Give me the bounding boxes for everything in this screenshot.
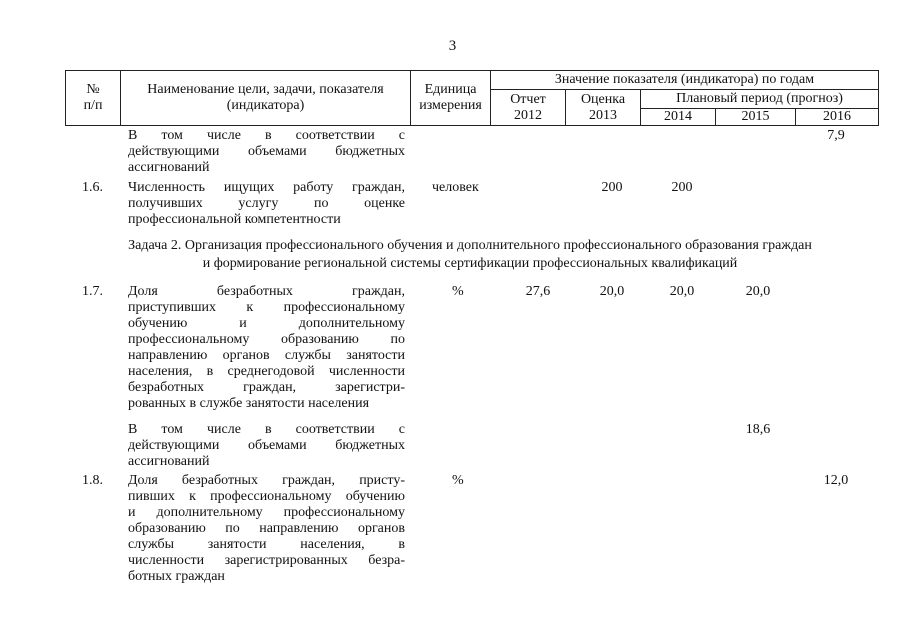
row-1-6-unit: человек — [432, 180, 479, 195]
header-values: Значение показателя (индикатора) по годам — [491, 71, 879, 90]
row-1-8-2016: 12,0 — [823, 473, 849, 488]
header-num: № п/п — [66, 71, 121, 126]
header-table — [65, 70, 879, 126]
row-1-6-number: 1.6. — [82, 180, 103, 195]
row-1-8-unit: % — [452, 473, 464, 488]
row-1-7-text: Доля безработных граждан, приступивших к профессиональному обучению и дополнительному профессиональному образованию по направлению органов службы занятости населения, в среднегодовой численности безработных граждан, зарегистри- рованных в службе занятости населения — [128, 284, 405, 411]
header-year-2014: 2014 — [641, 108, 716, 125]
row-1-6-2014: 200 — [671, 180, 693, 195]
header-name: Наименование цели, задачи, показателя (индикатора) — [121, 71, 411, 126]
header-report: Отчет 2012 — [491, 90, 566, 126]
row-1-7-number: 1.7. — [82, 284, 103, 299]
row-1-7-unit: % — [452, 284, 464, 299]
row-1-7-2012: 27,6 — [525, 284, 551, 299]
row-subtotal-2016: 7,9 — [827, 128, 845, 143]
row-1-8-number: 1.8. — [82, 473, 103, 488]
row-1-6-text: Численность ищущих работу граждан, получивших услугу по оценке профессиональной компетентности — [128, 180, 405, 227]
header-unit: Единица измерения — [411, 71, 491, 126]
header-year-2016: 2016 — [796, 108, 879, 125]
task-2-heading: Задача 2. Организация профессионального обучения и дополнительного профессионального образования граждан и формирование региональной системы сертификации профессиональных квалификаций — [128, 238, 812, 271]
row-1-7-subtotal-2015: 18,6 — [745, 422, 771, 437]
header-year-2015: 2015 — [716, 108, 796, 125]
row-1-6-2013: 200 — [601, 180, 623, 195]
row-1-7-2013: 20,0 — [599, 284, 625, 299]
row-1-8-text: Доля безработных граждан, присту- пивших к профессиональному обучению и дополнительному профессиональному образованию по направлению органов службы занятости населения, в численности зарегистрированных безра- ботных граждан — [128, 473, 405, 584]
row-1-7-2014: 20,0 — [669, 284, 695, 299]
row-1-7-subtotal-text: В том числе в соответствии с действующими объемами бюджетных ассигнований — [128, 422, 405, 469]
row-subtotal-text: В том числе в соответствии с действующими объемами бюджетных ассигнований — [128, 128, 405, 175]
page-number: 3 — [448, 38, 457, 54]
header-plan: Плановый период (прогноз) — [641, 90, 879, 108]
header-estimate: Оценка 2013 — [566, 90, 641, 126]
row-1-7-2015: 20,0 — [745, 284, 771, 299]
